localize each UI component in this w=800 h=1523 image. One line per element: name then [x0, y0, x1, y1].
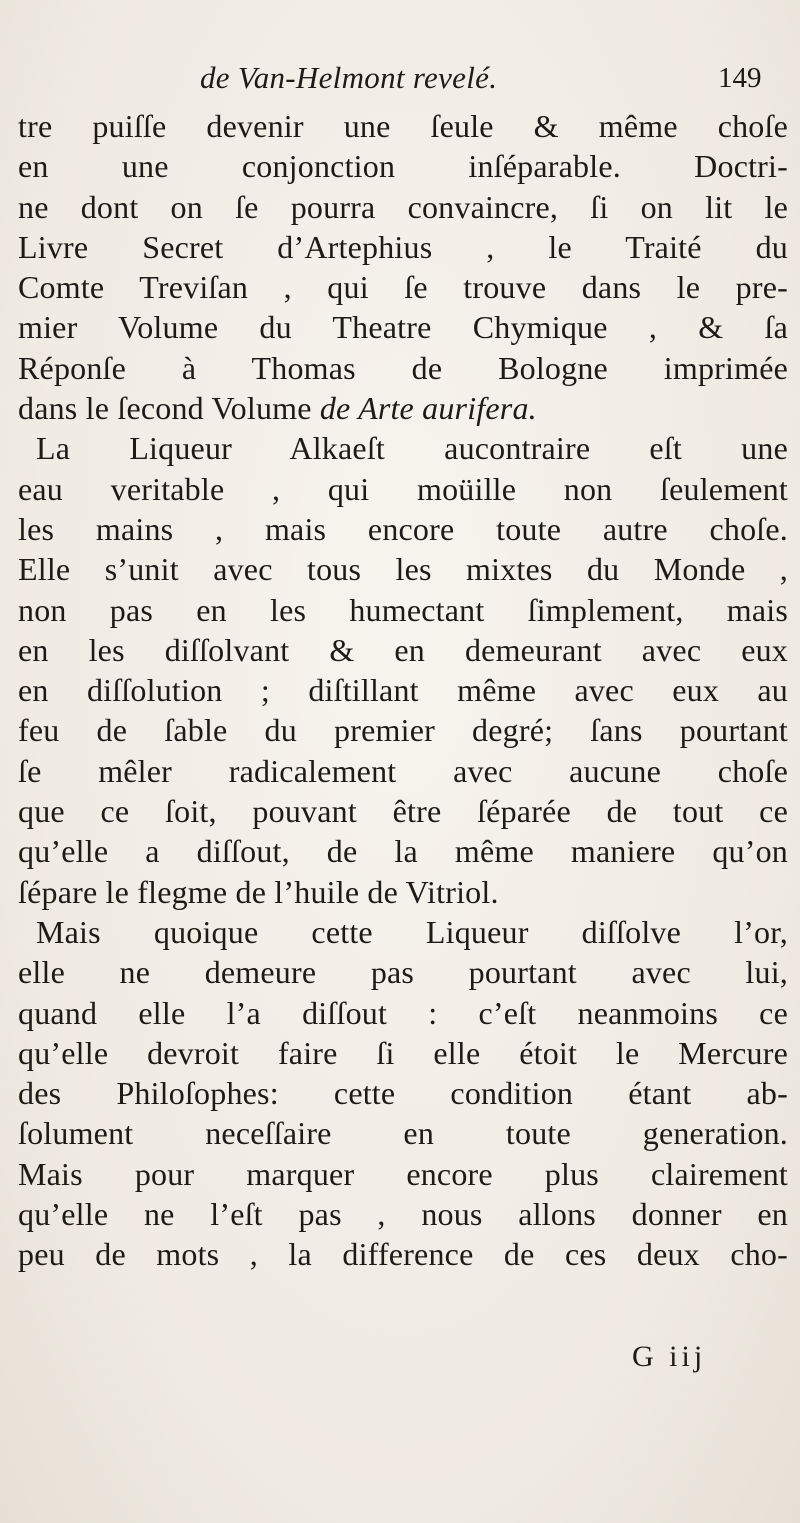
- text-line: des Philoſophes: cette condition étant ab-: [18, 1075, 788, 1112]
- text-line: peu de mots , la difference de ces deux cho-: [18, 1236, 788, 1273]
- text-line: qu’elle ne l’eſt pas , nous allons donner en: [18, 1196, 788, 1233]
- text-line: qu’elle devroit faire ſi elle étoit le Mercure: [18, 1034, 788, 1071]
- text-line: eau veritable , qui moüille non ſeulement: [18, 470, 788, 507]
- page-number: 149: [718, 62, 762, 94]
- text-line: [18, 388, 788, 428]
- page-header: [0, 60, 800, 100]
- text-line: les mains , mais encore toute autre choſe.: [18, 510, 788, 547]
- text-line: que ce ſoit, pouvant être ſéparée de tout ce: [18, 793, 788, 830]
- text-line: non pas en les humectant ſimplement, mais: [18, 591, 788, 628]
- text-line: quand elle l’a diſſout : c’eſt neanmoins ce: [18, 994, 788, 1031]
- paragraph-start-line: La Liqueur Alkaeſt aucontraire eſt une: [36, 430, 788, 467]
- signature-mark: G iij: [632, 1340, 707, 1373]
- text-line: ſolument neceſſaire en toute generation.: [18, 1115, 788, 1152]
- text-line: ſépare le flegme de l’huile de Vitriol.: [18, 873, 499, 910]
- text-line: Elle s’unit avec tous les mixtes du Monde ,: [18, 551, 788, 588]
- text-line: tre puiſſe devenir une ſeule & même choſe: [18, 108, 788, 144]
- paragraph-start-line: Mais quoique cette Liqueur diſſolve l’or,: [36, 913, 788, 950]
- text-line: ſe mêler radicalement avec aucune choſe: [18, 752, 788, 789]
- text-line: Livre Secret d’Artephius , le Traité du: [18, 228, 788, 265]
- text-line: elle ne demeure pas pourtant avec lui,: [18, 954, 788, 991]
- text-line-italic: de Arte aurifera.: [319, 390, 537, 427]
- text-line: en les diſſolvant & en demeurant avec eux: [18, 631, 788, 668]
- text-line: ne dont on ſe pourra convaincre, ſi on lit le: [18, 188, 788, 225]
- text-line: mier Volume du Theatre Chymique , & ſa: [18, 309, 788, 346]
- text-line: en une conjonction inſéparable. Doctri-: [18, 148, 788, 185]
- text-line: qu’elle a diſſout, de la même maniere qu’on: [18, 833, 788, 870]
- text-line: feu de ſable du premier degré; ſans pourtant: [18, 712, 788, 749]
- text-line: Comte Treviſan , qui ſe trouve dans le pre-: [18, 269, 788, 306]
- body-text: [18, 106, 788, 1275]
- text-line: Réponſe à Thomas de Bologne imprimée: [18, 349, 788, 386]
- running-title: de Van-Helmont revelé.: [200, 60, 498, 95]
- text-line-roman: dans le ſecond Volume: [18, 390, 312, 427]
- text-line: en diſſolution ; diſtillant même avec eux au: [18, 672, 788, 709]
- text-line: Mais pour marquer encore plus clairement: [18, 1155, 788, 1192]
